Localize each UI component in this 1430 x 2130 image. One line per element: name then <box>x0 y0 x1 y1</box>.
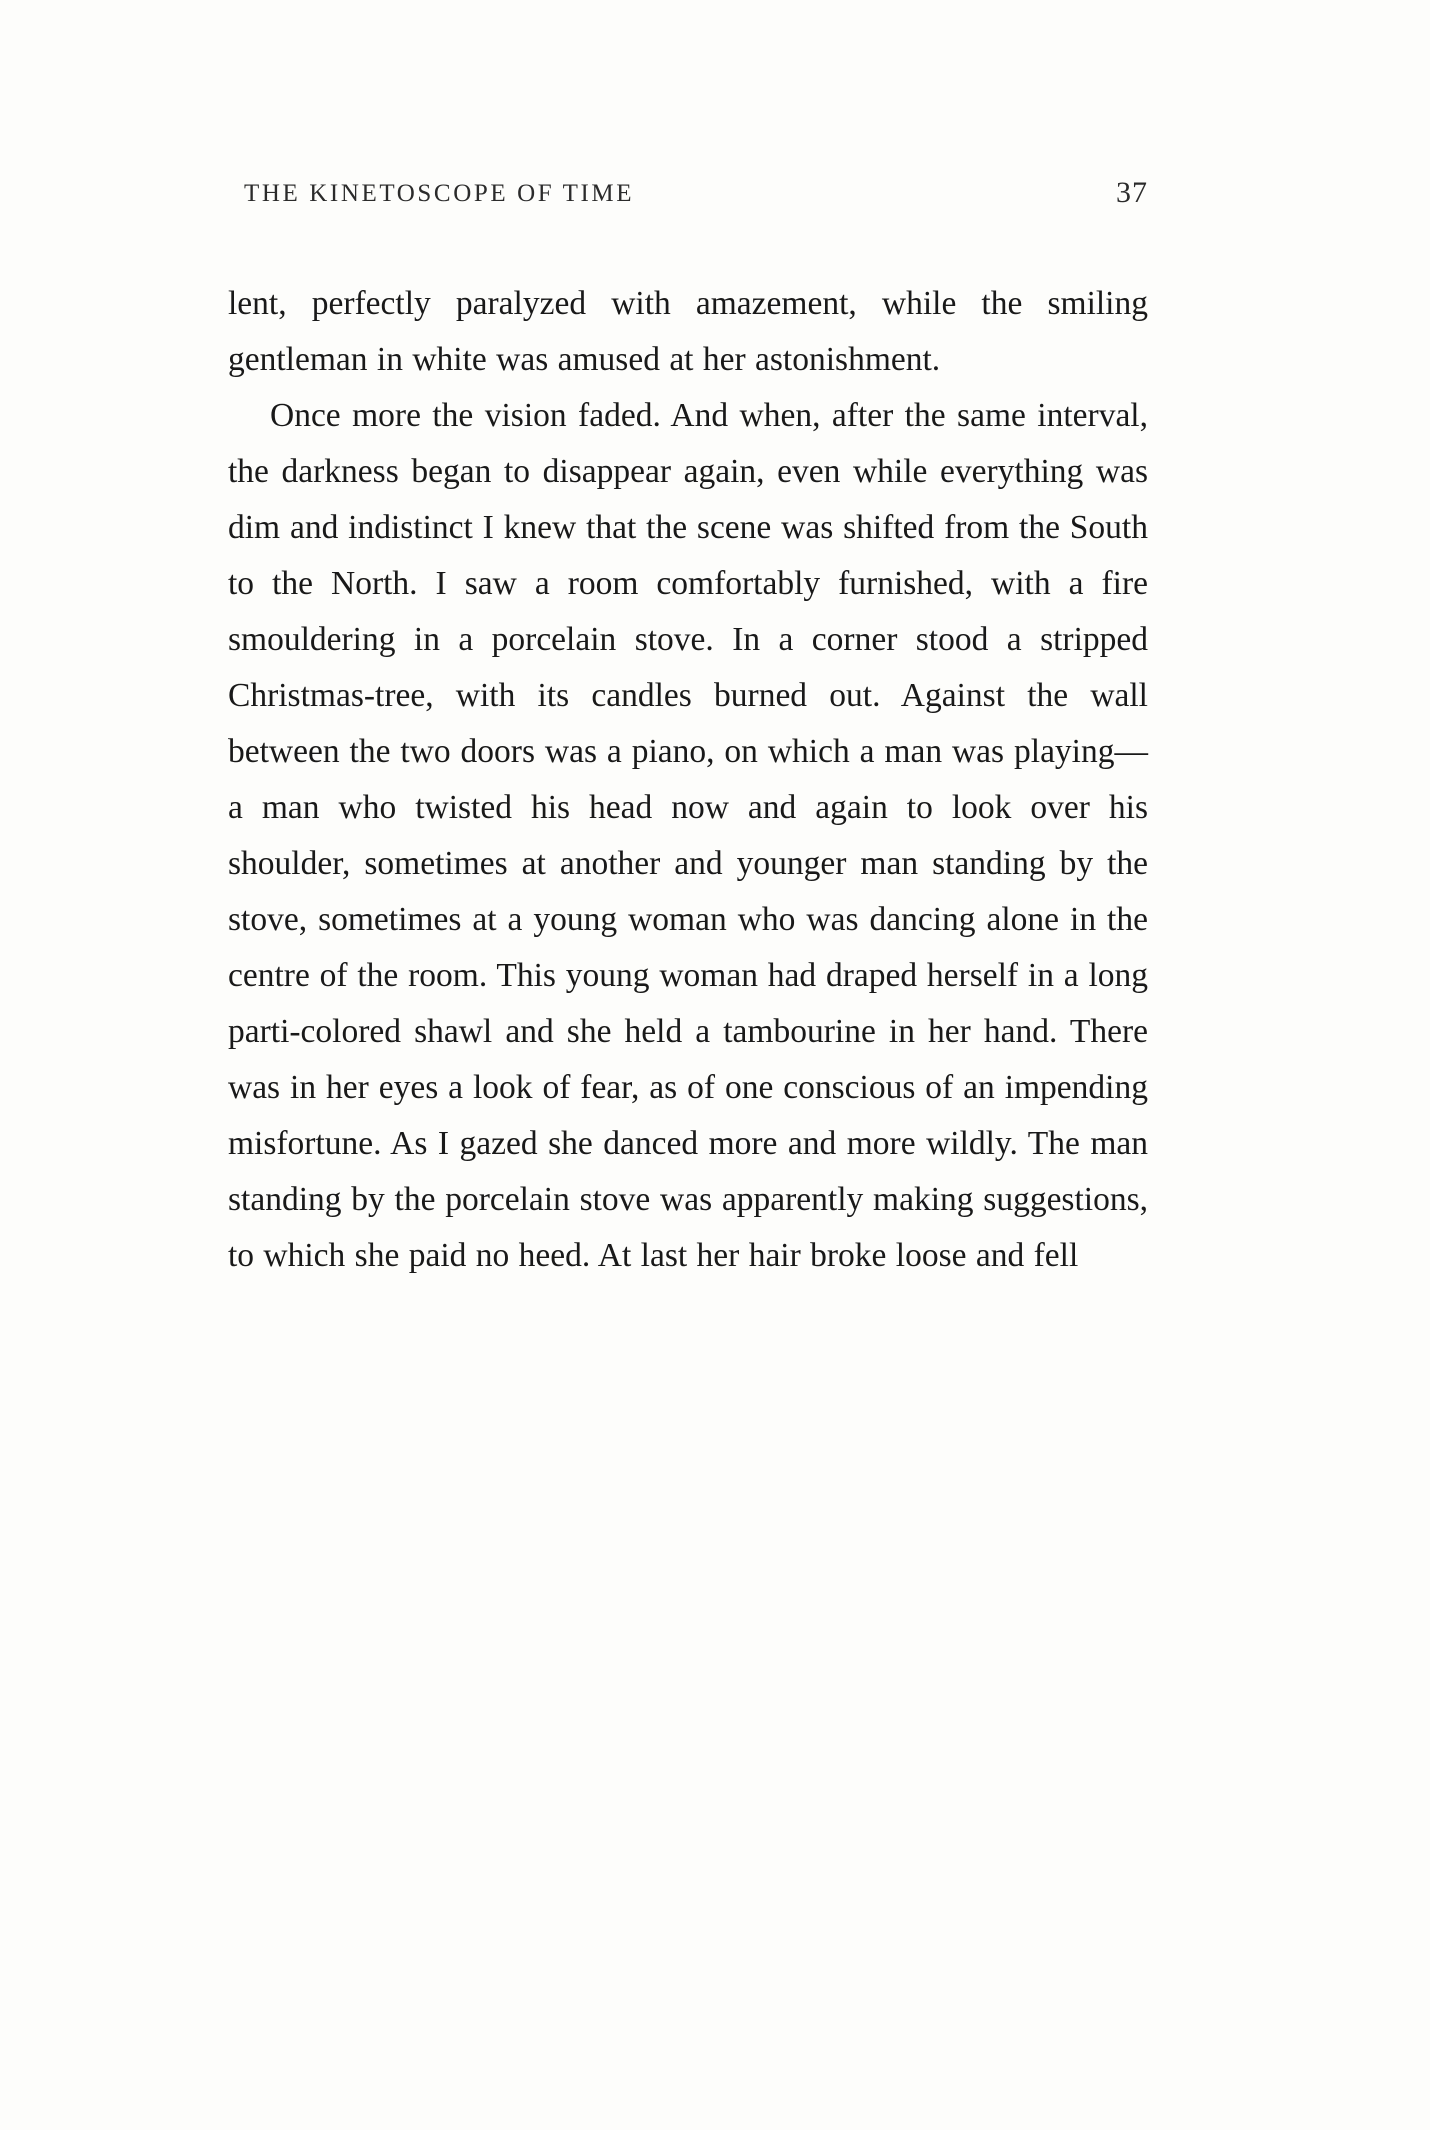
running-head-title: THE KINETOSCOPE OF TIME <box>244 180 635 207</box>
body-text <box>228 276 1148 1284</box>
paragraph-continued: lent, perfectly paralyzed with amazement, while the smiling gentleman in white was amused at her astonishment. <box>228 285 1148 378</box>
paragraph: Once more the vision faded. And when, after the same interval, the darkness began to disappear again, even while everything was dim and indistinct I knew that the scene was shifted from the South to the North. I saw a room comfortably furnished, with a fire smouldering in a porcelain stove. In a corner stood a stripped Christmas-tree, with its candles burned out. Against the wall between the two doors was a piano, on which a man was playing—a man who twisted his head now and again to look over his shoulder, sometimes at another and younger man standing by the stove, sometimes at a young woman who was dancing alone in the centre of the room. This young woman had draped herself in a long parti-colored shawl and she held a tambourine in her hand. There was in her eyes a look of fear, as of one conscious of an impending misfortune. As I gazed she danced more and more wildly. The man standing by the porcelain stove was apparently making suggestions, to which she paid no heed. At last her hair broke loose and fell <box>228 397 1148 1274</box>
page-number: 37 <box>1116 176 1148 209</box>
page-content-area <box>228 176 1148 1284</box>
running-head <box>228 176 1148 228</box>
